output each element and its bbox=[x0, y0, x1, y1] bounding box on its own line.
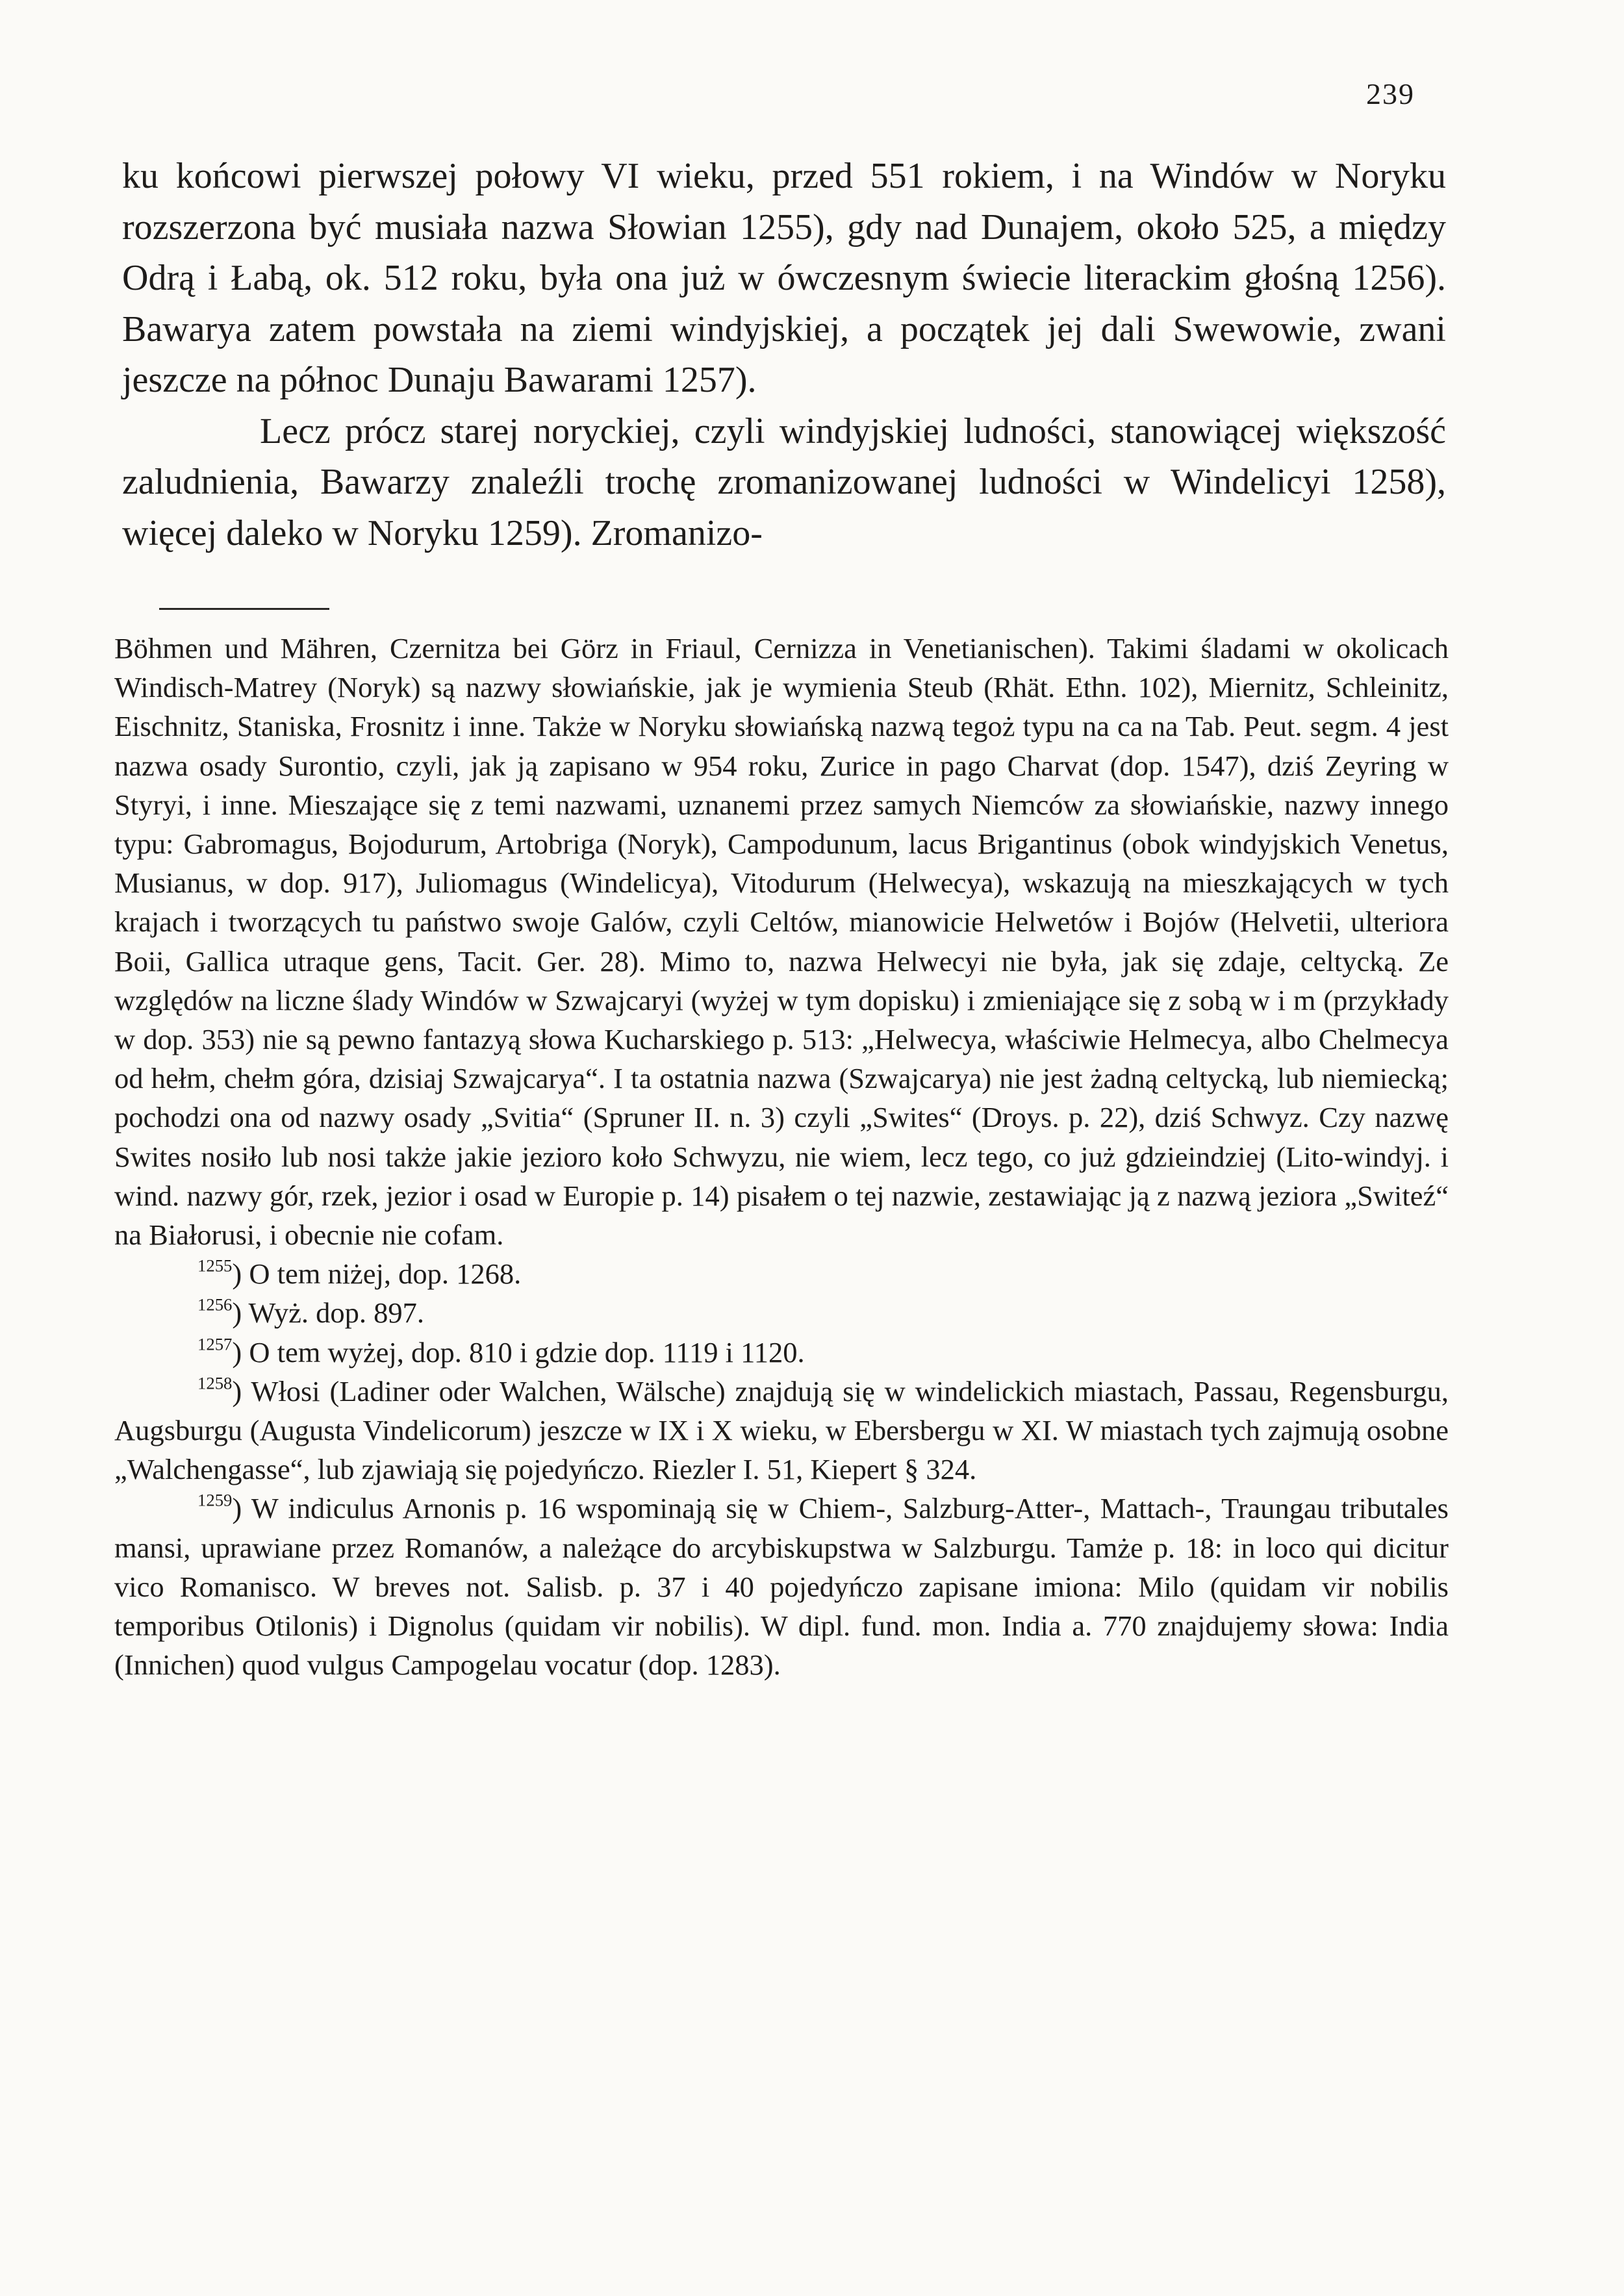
footnote-continued: Böhmen und Mähren, Czernitza bei Görz in Friaul, Cernizza in Venetianischen). Takimi śladami w okolicach Windisch-Matrey (Noryk) są nazwy słowiańskie, jak je wymienia Steub (Rhät. Ethn. 102), Miernitz, Schleinitz, Eischnitz, Staniska, Frosnitz i inne. Także w Noryku słowiańską nazwą tegoż typu na ca na Tab. Peut. segm. 4 jest nazwa osady Surontio, czyli, jak ją zapisano w 954 roku, Zurice in pago Charvat (dop. 1547), dziś Zeyring w Styryi, i inne. Mieszające się z temi nazwami, uznanemi przez samych Niemców za słowiańskie, nazwy innego typu: Gabromagus, Bojodurum, Artobriga (Noryk), Campodunum, lacus Brigantinus (obok windyjskich Venetus, Musianus, w dop. 917), Juliomagus (Windelicya), Vitodurum (Helwecya), wskazują na mieszkających w tych krajach i tworzących tu państwo swoje Galów, czyli Celtów, mianowicie Helwetów i Bojów (Helvetii, ulteriora Boii, Gallica utraque gens, Tacit. Ger. 28). Mimo to, nazwa Helwecyi nie była, jak się zdaje, celtycką. Ze względów na liczne ślady Windów w Szwajcaryi (wyżej w tym dopisku) i zmieniające się z sobą w i m (przykłady w dop. 353) nie są pewno fantazyą słowa Kucharskiego p. 513: „Helwecya, właściwie Helmecya, albo Chelmecya od hełm, chełm góra, dzisiaj Szwajcarya“. I ta ostatnia nazwa (Szwajcarya) nie jest żadną celtycką, lub niemiecką; pochodzi ona od nazwy osady „Svitia“ (Spruner II. n. 3) czyli „Swites“ (Droys. p. 22), dziś Schwyz. Czy nazwę Swites nosiło lub nosi także jakie jezioro koło Schwyzu, nie wiem, lecz tego, co już gdzieindziej (Lito-windyj. i wind. nazwy gór, rzek, jezior i osad w Europie p. 14) pisałem o tej nazwie, zestawiając ją z nazwą jeziora „Switeź“ na Białorusi, i obecnie nie cofam. bbox=[114, 632, 1449, 1252]
paragraph: Lecz prócz starej noryckiej, czyli windyjskiej ludności, stanowiącej większość zaludnienia, Bawarzy znaleźli trochę zromanizowanej ludności w Windelicyi 1258), więcej daleko w Noryku 1259). Zromanizo- bbox=[122, 410, 1446, 553]
page-number: 239 bbox=[1366, 77, 1415, 110]
footnote-text: O tem wyżej, dop. 810 i gdzie dop. 1119 i 1120. bbox=[249, 1335, 805, 1369]
footnote-number: 1259 bbox=[197, 1490, 233, 1510]
footnote-text: Wyż. dop. 897. bbox=[248, 1296, 424, 1330]
footnote: $^{1259}$) W indiculus Arnonis p. 16 wspominają się w Chiem-, Salzburg-Atter-, Mattach-, Traungau tributales mansi, uprawiane przez Romanów, a należące do arcybiskupstwa w Salzburgu. Tamże p. 18: in loco qui dicitur vico Romanisco. W breves not. Salisb. p. 37 i 40 pojedyńczo zapisane imiona: Milo (quidam vir nobilis temporibus Otilonis) i Dignolus (quidam vir nobilis). W dipl. fund. mon. India a. 770 znajdujemy słowa: India (Innichen) quod vulgus Campogelau vocatur (dop. 1283). bbox=[114, 1490, 1449, 1682]
footnote-number: 1257 bbox=[197, 1333, 233, 1354]
footnote: $^{1256}$) Wyż. dop. 897. bbox=[197, 1294, 424, 1330]
footnote-text: W indiculus Arnonis p. 16 wspominają się w Chiem-, Salzburg-Atter-, Mattach-, Traungau tributales mansi, uprawiane przez Romanów, a należące do arcybiskupstwa w Salzburgu. Tamże p. 18: in loco qui dicitur vico Romanisco. W breves not. Salisb. p. 37 i 40 pojedyńczo zapisane imiona: Milo (quidam vir nobilis temporibus Otilonis) i Dignolus (quidam vir nobilis). W dipl. fund. mon. India a. 770 znajdujemy słowa: India (Innichen) quod vulgus Campogelau vocatur (dop. 1283). bbox=[114, 1492, 1449, 1682]
footnote-number: 1258 bbox=[197, 1373, 233, 1393]
footnote: $^{1257}$) O tem wyżej, dop. 810 i gdzie dop. 1119 i 1120. bbox=[197, 1333, 805, 1369]
footnote-text: O tem niżej, dop. 1268. bbox=[249, 1257, 522, 1291]
paragraph: ku końcowi pierwszej połowy VI wieku, przed 551 rokiem, i na Windów w Noryku rozszerzona być musiała nazwa Słowian 1255), gdy nad Dunajem, około 525, a między Odrą i Łabą, ok. 512 roku, była ona już w ówczesnym świecie literackim głośną 1256). Bawarya zatem powstała na ziemi windyjskiej, a początek jej dali Swewowie, zwani jeszcze na północ Dunaju Bawarami 1257). bbox=[122, 156, 1446, 400]
footnote-divider bbox=[159, 608, 329, 610]
footnote: $^{1258}$) Włosi (Ladiner oder Walchen, Wälsche) znajdują się w windelickich miastach, Passau, Regensburgu, Augsburgu (Augusta Vindelicorum) jeszcze w IX i X wieku, w Ebersbergu w XI. W miastach tych zajmują osobne „Walchengasse“, lub zjawiają się pojedyńczo. Riezler I. 51, Kiepert § 324. bbox=[114, 1373, 1449, 1486]
main-text bbox=[122, 151, 1446, 559]
footnote-number: 1255 bbox=[197, 1255, 233, 1276]
footnote: $^{1255}$) O tem niżej, dop. 1268. bbox=[197, 1255, 522, 1291]
footnote-text: Włosi (Ladiner oder Walchen, Wälsche) znajdują się w windelickich miastach, Passau, Regensburgu, Augsburgu (Augusta Vindelicorum) jeszcze w IX i X wieku, w Ebersbergu w XI. W miastach tych zajmują osobne „Walchengasse“, lub zjawiają się pojedyńczo. Riezler I. 51, Kiepert § 324. bbox=[114, 1374, 1449, 1486]
footnotes bbox=[114, 629, 1449, 1684]
footnote-number: 1256 bbox=[197, 1294, 233, 1315]
